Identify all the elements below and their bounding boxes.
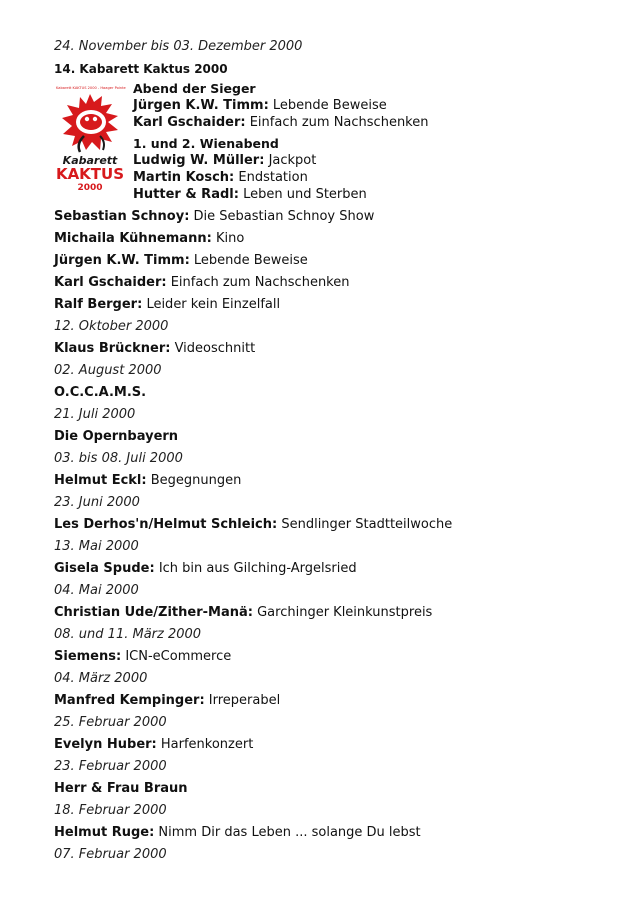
event-date: 04. März 2000 xyxy=(54,671,148,686)
performer-name: Hutter & Radl: xyxy=(133,187,239,202)
program-title: Irreperabel xyxy=(208,693,281,708)
event-entry xyxy=(54,294,614,316)
logo-line-kabarett: Kabarett xyxy=(62,154,118,167)
event-entry xyxy=(54,250,614,272)
program-title: Lebende Beweise xyxy=(193,253,308,268)
program-title: Die Sebastian Schnoy Show xyxy=(193,209,375,224)
event-date: 02. August 2000 xyxy=(54,363,162,378)
performer-name: Manfred Kempinger: xyxy=(54,693,205,708)
event-list xyxy=(54,206,614,866)
program-title: Garchinger Kleinkunstpreis xyxy=(257,605,433,620)
performer-name: Michaila Kühnemann: xyxy=(54,231,212,246)
logo-line-year: 2000 xyxy=(77,183,103,192)
event-date: 21. Juli 2000 xyxy=(54,407,136,422)
program-title: Leben und Sterben xyxy=(243,187,367,202)
program-line xyxy=(133,186,428,203)
kabarett-kaktus-logo xyxy=(54,84,126,192)
event-date: 23. Juni 2000 xyxy=(54,495,140,510)
performer-name: Karl Gschaider: xyxy=(133,115,246,130)
event-entry xyxy=(54,822,614,844)
performer-name: Gisela Spude: xyxy=(54,561,155,576)
event-entry xyxy=(54,470,614,492)
performer-name: Karl Gschaider: xyxy=(54,275,167,290)
event-entry xyxy=(54,514,614,536)
program-line xyxy=(133,152,428,169)
performer-name: Klaus Brückner: xyxy=(54,341,171,356)
performer-name: Jürgen K.W. Timm: xyxy=(54,253,190,268)
performer-name: Jürgen K.W. Timm: xyxy=(133,98,269,113)
program-title: Nimm Dir das Leben ... solange Du lebst xyxy=(158,825,421,840)
event-entry xyxy=(54,228,614,250)
performer-name: Evelyn Huber: xyxy=(54,737,157,752)
kaktus-logo-graphic xyxy=(54,84,126,192)
event-entry xyxy=(54,734,614,756)
program-title: Lebende Beweise xyxy=(272,98,387,113)
event-date: 13. Mai 2000 xyxy=(54,539,139,554)
program-title: Leider kein Einzelfall xyxy=(146,297,281,312)
performer-name: Ludwig W. Müller: xyxy=(133,153,265,168)
event-entry xyxy=(54,778,614,800)
program-title: Kino xyxy=(215,231,245,246)
program-title: Videoschnitt xyxy=(174,341,256,356)
program-title: Harfenkonzert xyxy=(160,737,254,752)
event-date: 12. Oktober 2000 xyxy=(54,319,169,334)
event-date: 23. Februar 2000 xyxy=(54,759,167,774)
group-title-vienna: 1. und 2. Wienabend xyxy=(133,136,279,151)
event-date: 07. Februar 2000 xyxy=(54,847,167,862)
performer-name: Die Opernbayern xyxy=(54,429,179,444)
event-entry xyxy=(54,690,614,712)
performer-name: Les Derhos'n/Helmut Schleich: xyxy=(54,517,278,532)
performer-name: Helmut Ruge: xyxy=(54,825,155,840)
performer-name: Herr & Frau Braun xyxy=(54,781,188,796)
program-title: Begegnungen xyxy=(150,473,242,488)
header-date: 24. November bis 03. Dezember 2000 xyxy=(54,39,303,54)
cactus-shape xyxy=(62,94,118,152)
performer-name: Sebastian Schnoy: xyxy=(54,209,190,224)
program-title: Ich bin aus Gilching-Argelsried xyxy=(158,561,357,576)
event-entry xyxy=(54,382,614,404)
document-page xyxy=(54,36,614,866)
program-line xyxy=(133,114,428,131)
event-entry xyxy=(54,206,614,228)
program-line xyxy=(133,169,428,186)
event-entry xyxy=(54,272,614,294)
event-entry xyxy=(54,558,614,580)
performer-name: Christian Ude/Zither-Manä: xyxy=(54,605,253,620)
performer-name: Ralf Berger: xyxy=(54,297,143,312)
event-entry xyxy=(54,646,614,668)
event-title: 14. Kabarett Kaktus 2000 xyxy=(54,62,228,76)
event-date: 04. Mai 2000 xyxy=(54,583,139,598)
event-date: 18. Februar 2000 xyxy=(54,803,167,818)
performer-name: Helmut Eckl: xyxy=(54,473,147,488)
event-entry xyxy=(54,602,614,624)
group-title-winners: Abend der Sieger xyxy=(133,81,256,96)
performer-name: Martin Kosch: xyxy=(133,170,235,185)
event-date: 25. Februar 2000 xyxy=(54,715,167,730)
event-date: 08. und 11. März 2000 xyxy=(54,627,202,642)
event-entry xyxy=(54,338,614,360)
event-date: 03. bis 08. Juli 2000 xyxy=(54,451,183,466)
festival-program xyxy=(133,80,428,203)
program-title: Einfach zum Nachschenken xyxy=(249,115,429,130)
logo-small-text: Kabarett KAKTUS 2000 - Haager Pointe xyxy=(56,86,126,90)
performer-name: O.C.C.A.M.S. xyxy=(54,385,147,400)
program-title: Einfach zum Nachschenken xyxy=(170,275,350,290)
program-line xyxy=(133,97,428,114)
logo-line-kaktus: KAKTUS xyxy=(55,165,125,183)
event-entry xyxy=(54,426,614,448)
program-title: ICN-eCommerce xyxy=(125,649,232,664)
program-title: Sendlinger Stadtteilwoche xyxy=(281,517,453,532)
performer-name: Siemens: xyxy=(54,649,122,664)
festival-block xyxy=(54,80,614,206)
program-title: Endstation xyxy=(238,170,308,185)
program-title: Jackpot xyxy=(268,153,317,168)
